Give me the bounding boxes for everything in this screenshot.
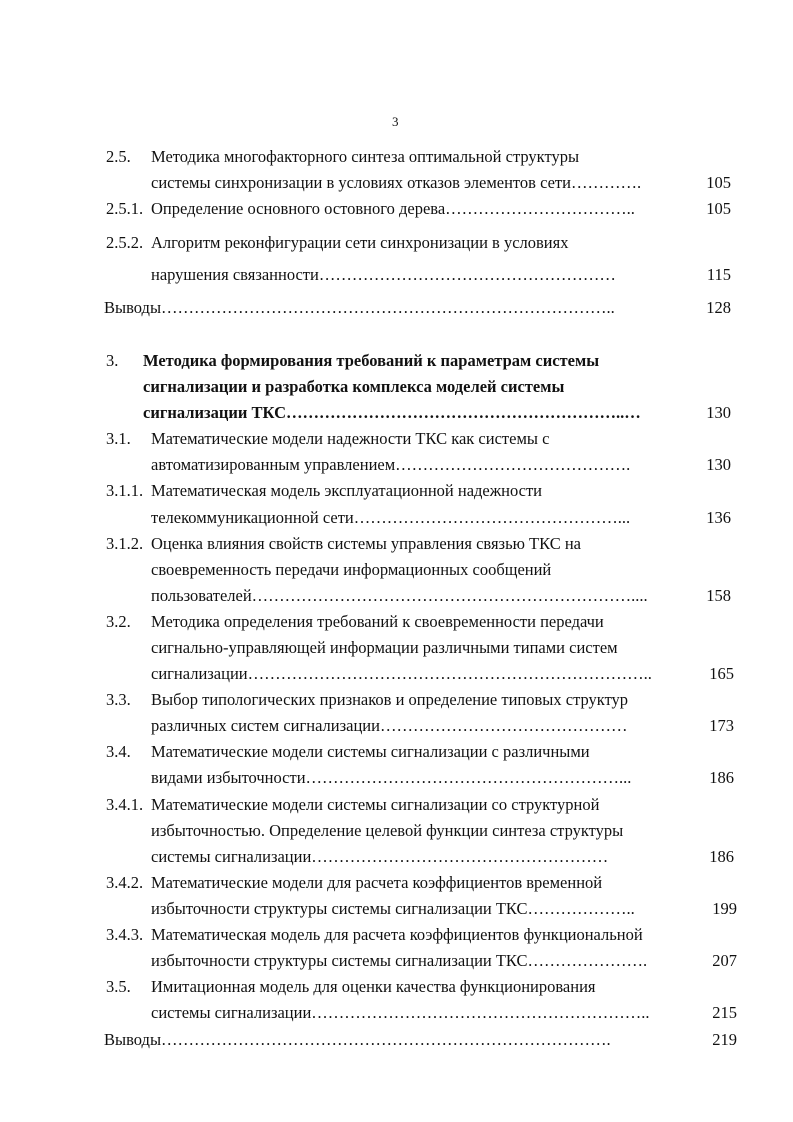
toc-entry-number: 3.1.2.: [106, 534, 144, 553]
toc-entry-page: 105: [706, 173, 731, 192]
toc-entry-number: 3.3.: [106, 690, 131, 709]
toc-entry-line: Выбор типологических признаков и определение типовых структур: [151, 690, 629, 709]
toc-entry-number: 3.5.: [106, 977, 131, 996]
toc-entry-line: Алгоритм реконфигурации сети синхронизации в условиях: [151, 233, 569, 252]
toc-entry-line: избыточности структуры системы сигнализации ТКС………………..: [151, 899, 635, 918]
toc-chapter-line: сигнализации ТКС……………………………………………………..…: [143, 403, 641, 422]
toc-entry-line: системы сигнализации……………………………………………………..: [151, 1003, 650, 1022]
toc-entry-line: своевременность передачи информационных сообщений: [151, 560, 552, 579]
toc-entry-page: 130: [706, 403, 731, 422]
toc-entry-line: избыточности структуры системы сигнализации ТКС………………….: [151, 951, 648, 970]
toc-entry-number: 3.4.2.: [106, 873, 144, 892]
toc-entry-line: Методика многофакторного синтеза оптимальной структуры: [151, 147, 580, 166]
toc-entry-line: сигнально-управляющей информации различными типами систем: [151, 638, 618, 657]
toc-entry-page: 158: [706, 586, 731, 605]
toc-entry-page: 186: [709, 847, 734, 866]
toc-entry-page: 173: [709, 716, 734, 735]
toc-entry-line: различных систем сигнализации………………………………………: [151, 716, 628, 735]
page-number: 3: [392, 114, 399, 129]
toc-entry-number: 3.4.: [106, 742, 131, 761]
toc-entry-line: сигнализации………………………………………………………………..: [151, 664, 652, 683]
toc-entry-line: Имитационная модель для оценки качества функционирования: [151, 977, 596, 996]
toc-entry-number: 3.4.1.: [106, 795, 144, 814]
toc-entry-line: пользователей……………………………………………………………....: [151, 586, 648, 605]
toc-entry-line: Математическая модель для расчета коэффициентов функциональной: [151, 925, 643, 944]
toc-entry-page: 136: [706, 508, 731, 527]
toc-entry-line: нарушения связанности………………………………………………: [151, 265, 616, 284]
toc-entry-number: 2.5.2.: [106, 233, 144, 252]
toc-entry-page: 219: [712, 1030, 737, 1049]
toc-entry-line: Оценка влияния свойств системы управления связью ТКС на: [151, 534, 582, 553]
toc-entry-line: Математические модели системы сигнализации с различными: [151, 742, 590, 761]
toc-chapter-line: Методика формирования требований к параметрам системы: [143, 351, 600, 370]
toc-entry-line: Методика определения требований к своевременности передачи: [151, 612, 604, 631]
toc-entry-page: 186: [709, 768, 734, 787]
toc-entry-page: 115: [706, 265, 731, 284]
toc-entry-number: 3.1.: [106, 429, 131, 448]
toc-entry-line: Определение основного остовного дерева……………………………..: [151, 199, 635, 218]
toc-entry-line: системы синхронизации в условиях отказов элементов сети………….: [151, 173, 642, 192]
toc-entry-number: 2.5.: [106, 147, 131, 166]
toc-entry-line: системы сигнализации………………………………………………: [151, 847, 609, 866]
toc-entry-page: 215: [712, 1003, 737, 1022]
toc-entry-line: видами избыточности…………………………………………………...: [151, 768, 632, 787]
toc-entry-line: Выводы………………………………………………………………………..: [104, 298, 615, 317]
toc-entry-line: Математические модели системы сигнализации со структурной: [151, 795, 600, 814]
toc-entry-page: 128: [706, 298, 731, 317]
toc-entry-page: 105: [706, 199, 731, 218]
toc-entry-page: 199: [712, 899, 737, 918]
toc-entry-line: избыточностью. Определение целевой функции синтеза структуры: [151, 821, 624, 840]
toc-entry-number: 3.1.1.: [106, 481, 144, 500]
toc-entry-line: Математическая модель эксплуатационной надежности: [151, 481, 542, 500]
toc-entry-page: 130: [706, 455, 731, 474]
toc-entry-line: Математические модели надежности ТКС как системы с: [151, 429, 550, 448]
toc-entry-line: телекоммуникационной сети…………………………………………...: [151, 508, 631, 527]
toc-entry-number: 2.5.1.: [106, 199, 144, 218]
toc-entry-line: Выводы……………………………………………………………………….: [104, 1030, 611, 1049]
toc-entry-line: Математические модели для расчета коэффициентов временной: [151, 873, 603, 892]
toc-entry-page: 165: [709, 664, 734, 683]
toc-entry-number: 3.2.: [106, 612, 131, 631]
toc-entry-page: 207: [712, 951, 737, 970]
toc-entry-line: автоматизированным управлением…………………………………….: [151, 455, 631, 474]
toc-entry-number: 3.: [106, 351, 119, 370]
toc-entry-number: 3.4.3.: [106, 925, 144, 944]
toc-chapter-line: сигнализации и разработка комплекса моделей системы: [143, 377, 565, 396]
